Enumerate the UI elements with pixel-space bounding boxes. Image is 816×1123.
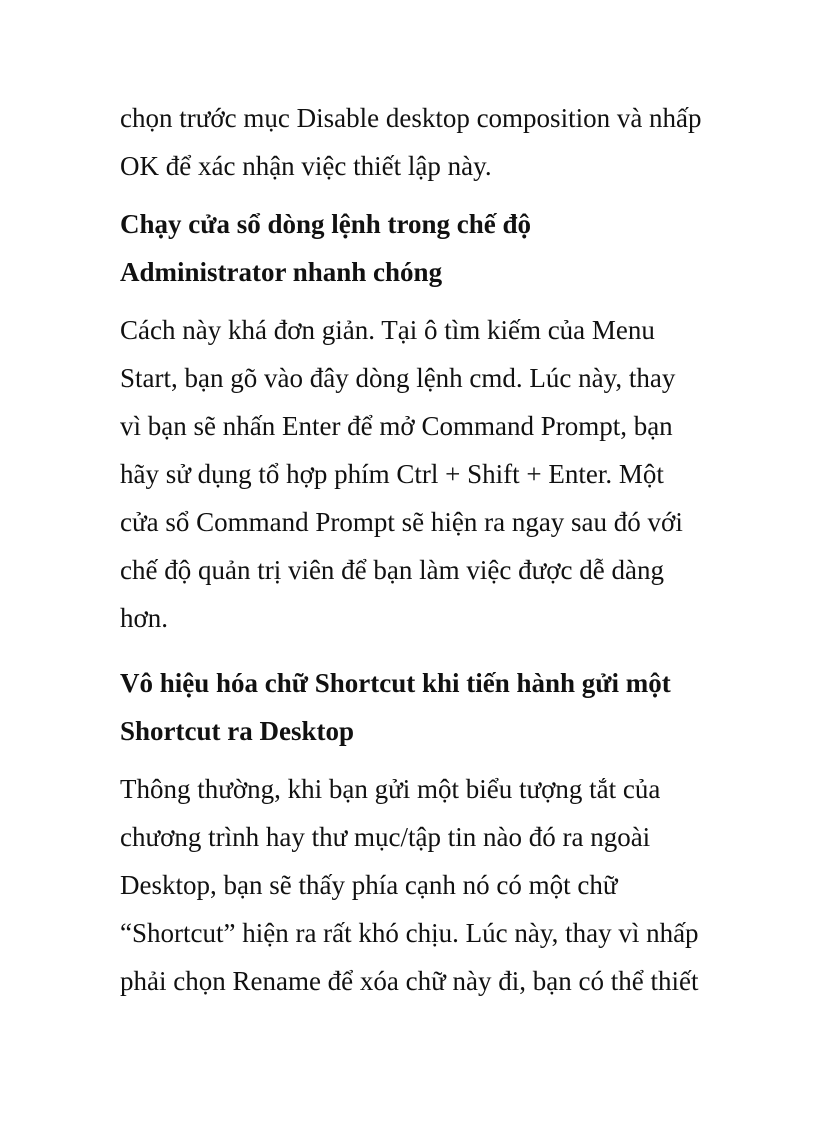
text-line: Desktop, bạn sẽ thấy phía cạnh nó có một chữ [120,870,618,900]
text-line: chương trình hay thư mục/tập tin nào đó ra ngoài [120,822,651,852]
text-line: Thông thường, khi bạn gửi một biểu tượng tắt của [120,774,661,804]
paragraph-intro [120,94,710,190]
text-line: hãy sử dụng tổ hợp phím Ctrl + Shift + Enter. Một [120,459,664,489]
text-line: cửa sổ Command Prompt sẽ hiện ra ngay sau đó với [120,507,683,537]
text-line: phải chọn Rename để xóa chữ này đi, bạn có thể thiết [120,966,699,996]
heading-line: Chạy cửa sổ dòng lệnh trong chế độ [120,209,532,239]
paragraph-cmd-admin [120,306,710,642]
text-line: “Shortcut” hiện ra rất khó chịu. Lúc này, thay vì nhấp [120,918,699,948]
heading-line: Vô hiệu hóa chữ Shortcut khi tiến hành gửi một [120,668,671,698]
text-line: OK để xác nhận việc thiết lập này. [120,151,492,181]
heading-line: Administrator nhanh chóng [120,257,443,287]
text-line: Cách này khá đơn giản. Tại ô tìm kiếm của Menu [120,315,655,345]
section-heading-shortcut [120,659,710,755]
text-line: Start, bạn gõ vào đây dòng lệnh cmd. Lúc này, thay [120,363,676,393]
section-heading-cmd-admin [120,200,710,296]
heading-line: Shortcut ra Desktop [120,716,354,746]
text-line: chế độ quản trị viên để bạn làm việc được dễ dàng [120,555,664,585]
text-line: vì bạn sẽ nhấn Enter để mở Command Prompt, bạn [120,411,673,441]
paragraph-shortcut [120,765,710,1005]
text-line: hơn. [120,603,169,633]
text-line: chọn trước mục Disable desktop composition và nhấp [120,103,702,133]
